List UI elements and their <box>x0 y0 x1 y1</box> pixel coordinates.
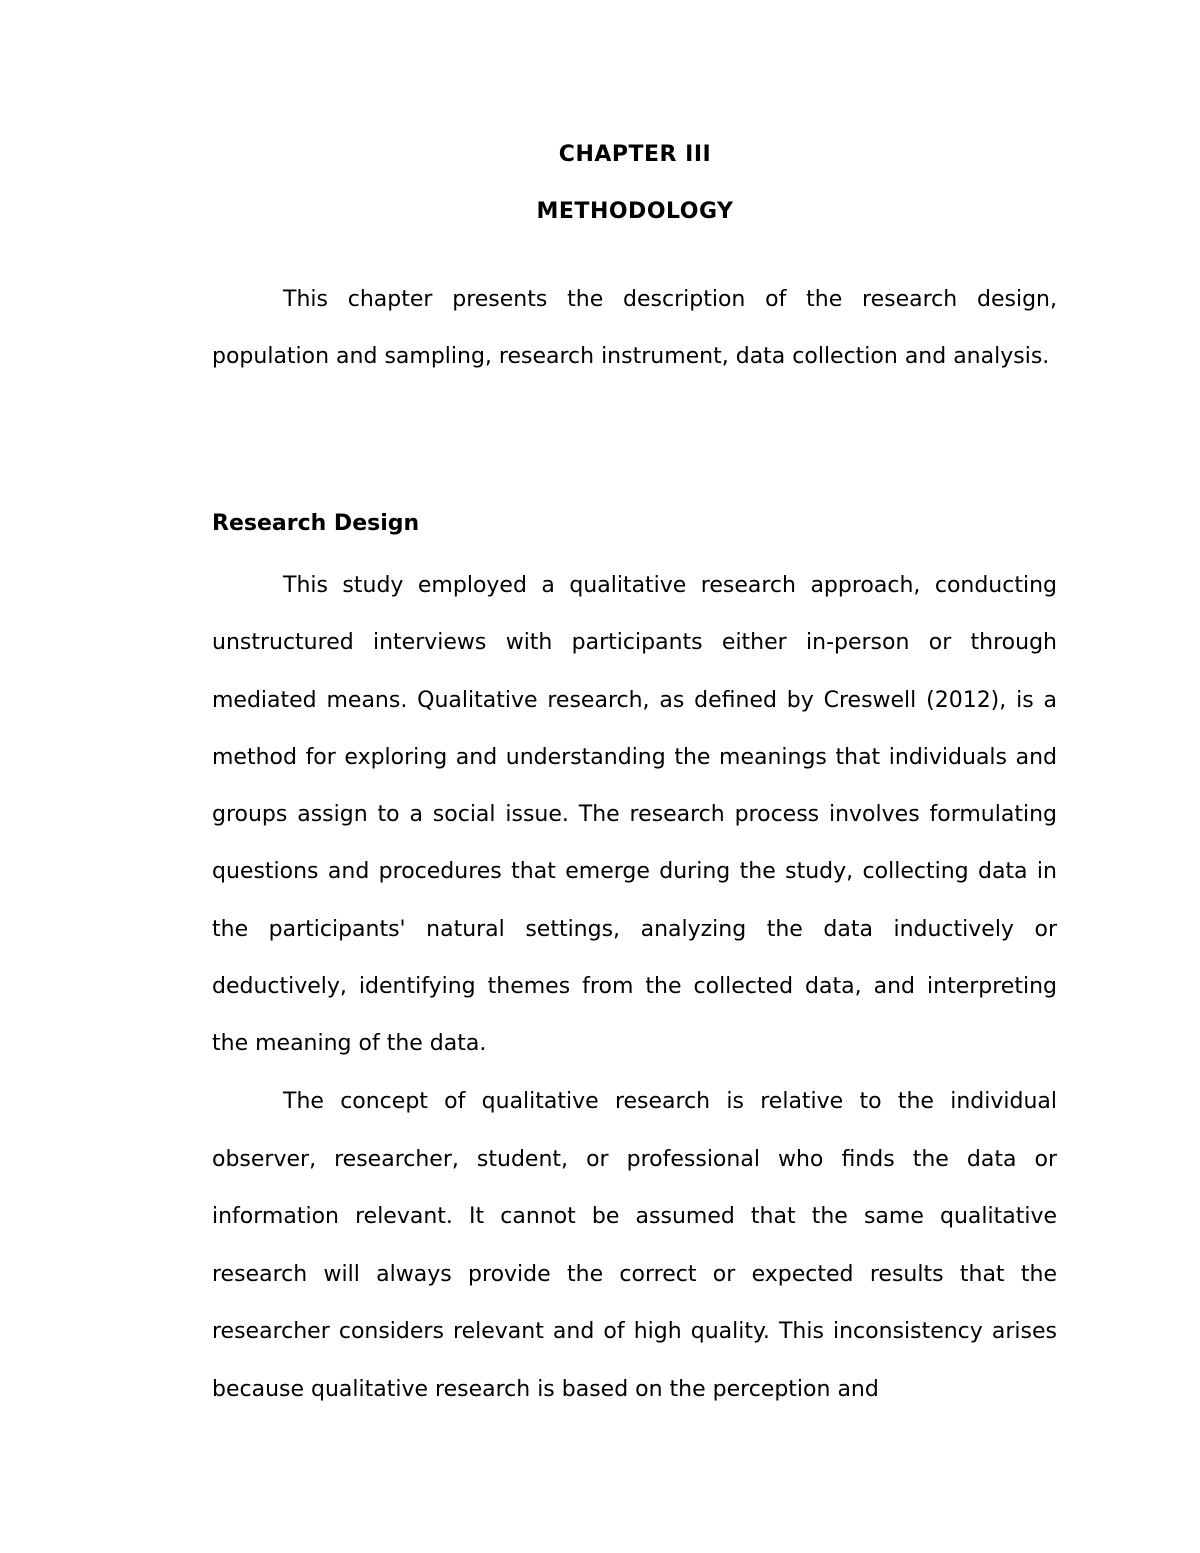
intro-paragraph: This chapter presents the description of the research design, population and sampling, research instrument, data collection and analysis. <box>212 287 1057 370</box>
research-design-paragraph-1: This study employed a qualitative research approach, conducting unstructured interviews with participants either in-person or through mediated means. Qualitative research, as defined by Creswell (2012), is a method for exploring and understanding the meanings that individuals and groups assign to a social issue. The research process involves formulating questions and procedures that emerge during the study, collecting data in the participants' natural settings, analyzing the data inductively or deductively, identifying themes from the collected data, and interpreting the meaning of the data. <box>212 573 1057 1057</box>
research-design-paragraph-2: The concept of qualitative research is relative to the individual observer, researcher, student, or professional who finds the data or information relevant. It cannot be assumed that the same qualitative research will always provide the correct or expected results that the researcher considers relevant and of high quality. This inconsistency arises because qualitative research is based on the perception and <box>212 1089 1057 1402</box>
chapter-title: METHODOLOGY <box>536 199 734 224</box>
chapter-label: CHAPTER III <box>558 142 712 167</box>
section-heading-research-design: Research Design <box>212 511 420 536</box>
